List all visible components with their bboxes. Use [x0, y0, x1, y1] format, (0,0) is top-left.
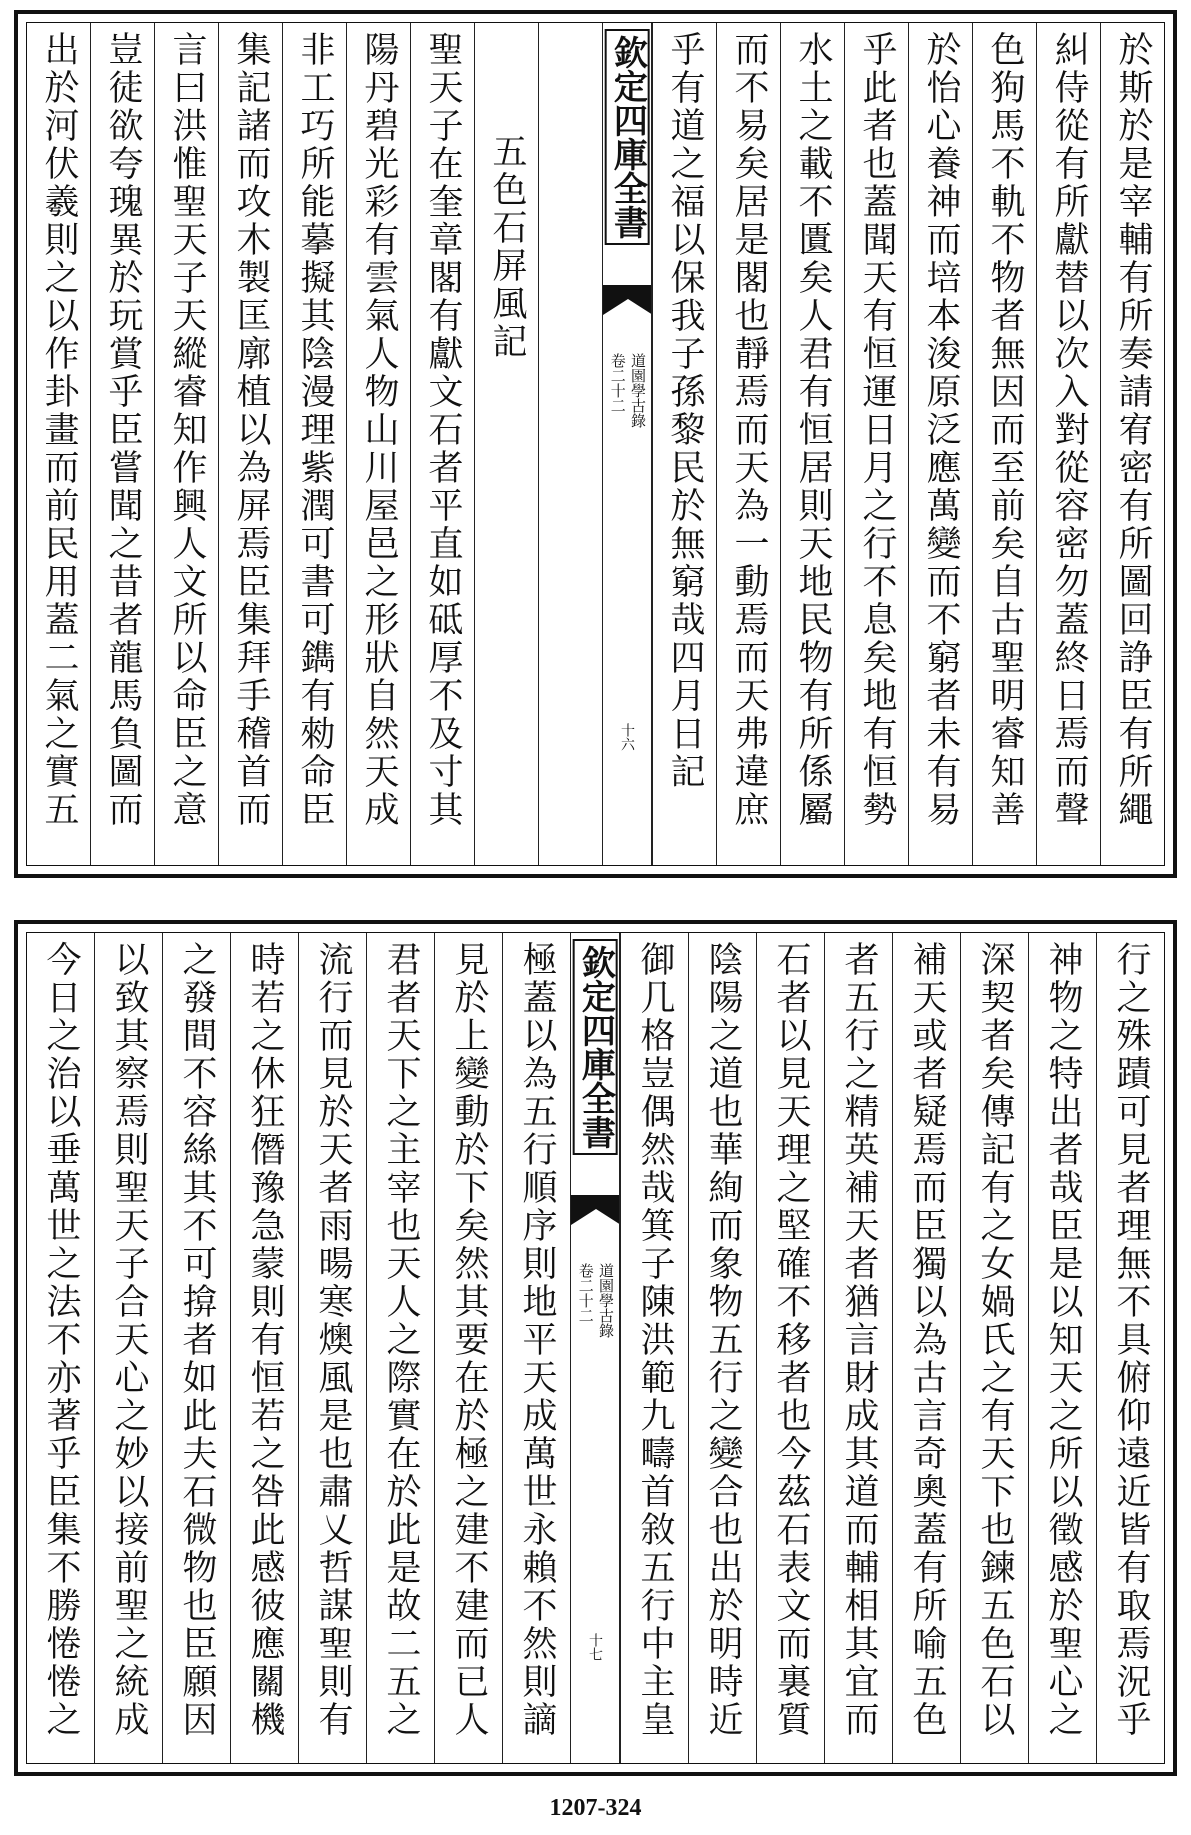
column-text: 時若之休狂僭豫急蒙則有恒若之咎此感彼應關機 [245, 941, 285, 1739]
column-text: 乎此者也蓋聞天有恒運日月之行不息矣地有恒勢 [857, 31, 897, 829]
text-column [282, 23, 346, 865]
book-title: 欽定四庫全書 [605, 29, 650, 245]
fishtail-mark-icon [603, 285, 652, 315]
column-text: 流行而見於天者雨暘寒燠風是也肅乂哲謀聖則有 [313, 941, 353, 1739]
volume-label: 卷二十二 [576, 1263, 595, 1323]
collection-title: 道園學古錄 [629, 353, 647, 428]
column-text: 集記諸而攻木製匡廓植以為屏焉臣集拜手稽首而 [231, 31, 271, 829]
column-text: 者五行之精英補天者猶言財成其道而輔相其宜而 [839, 941, 879, 1739]
text-column [960, 933, 1028, 1763]
column-text: 極蓋以為五行順序則地平天成萬世永賴不然則謫 [517, 941, 557, 1739]
text-column [502, 933, 570, 1763]
volume-label: 卷二十二 [608, 353, 627, 413]
text-column [230, 933, 298, 1763]
section-title: 五色石屏風記 [487, 133, 527, 361]
upper-page [14, 10, 1177, 878]
text-column [410, 23, 474, 865]
column-text: 於怡心養神而培本浚原泛應萬變而不窮者未有易 [921, 31, 961, 829]
column-text: 君者天下之主宰也天人之際實在於此是故二五之 [381, 941, 421, 1739]
text-column [688, 933, 756, 1763]
column-text: 非工巧所能摹擬其陰漫理紫潤可書可鐫有勑命臣 [295, 31, 335, 829]
column-text: 見於上變動於下矣然其要在於極之建不建而已人 [449, 941, 489, 1739]
text-column [756, 933, 824, 1763]
column-text: 於斯於是宰輔有所奏請宥密有所圖回諍臣有所繩 [1113, 31, 1153, 829]
column-text: 乎有道之福以保我子孫黎民於無窮哉四月日記 [665, 31, 705, 791]
text-column [1036, 23, 1100, 865]
text-column [162, 933, 230, 1763]
collection-title: 道園學古錄 [597, 1263, 615, 1338]
text-column [474, 23, 538, 865]
upper-page-frame [26, 22, 1165, 866]
text-column [620, 933, 688, 1763]
text-column [972, 23, 1036, 865]
text-column [844, 23, 908, 865]
column-text: 補天或者疑焉而臣獨以為古言奇奧蓋有所喻五色 [907, 941, 947, 1739]
text-column [346, 23, 410, 865]
text-column [27, 23, 90, 865]
text-column [1100, 23, 1164, 865]
column-text: 水土之載不匱矣人君有恒居則天地民物有所係屬 [793, 31, 833, 829]
column-text: 色狗馬不軌不物者無因而至前矣自古聖明睿知善 [985, 31, 1025, 829]
lower-page-frame [26, 932, 1165, 1764]
column-text: 石者以見天理之堅確不移者也今茲石表文而裏質 [771, 941, 811, 1739]
text-column [908, 23, 972, 865]
column-text: 糾侍從有所獻替以次入對從容密勿蓋終日焉而聲 [1049, 31, 1089, 829]
column-text: 深契者矣傳記有之女媧氏之有天下也鍊五色石以 [975, 941, 1015, 1739]
text-column [298, 933, 366, 1763]
column-text: 行之殊蹟可見者理無不具俯仰遠近皆有取焉況乎 [1111, 941, 1151, 1739]
column-text: 陰陽之道也華絢而象物五行之變合也出於明時近 [703, 941, 743, 1739]
column-text: 御几格豈偶然哉箕子陳洪範九疇首敘五行中主皇 [635, 941, 675, 1739]
text-column [538, 23, 602, 865]
text-column [716, 23, 780, 865]
column-text: 陽丹碧光彩有雲氣人物山川屋邑之形狀自然天成 [359, 31, 399, 829]
column-text: 出於河伏羲則之以作卦畫而前民用蓋二氣之實五 [39, 31, 79, 829]
fold-center-strip [570, 933, 620, 1763]
text-column [94, 933, 162, 1763]
column-text: 以致其察焉則聖天子合天心之妙以接前聖之統成 [109, 941, 149, 1739]
text-column [1096, 933, 1164, 1763]
text-column [154, 23, 218, 865]
leaf-number: 十七 [587, 1633, 603, 1661]
text-column [1028, 933, 1096, 1763]
text-column [780, 23, 844, 865]
text-column [824, 933, 892, 1763]
fishtail-mark-icon [571, 1195, 620, 1225]
fold-center-strip [602, 23, 652, 865]
text-column [892, 933, 960, 1763]
text-column [90, 23, 154, 865]
column-text: 言曰洪惟聖天子天縱睿知作興人文所以命臣之意 [167, 31, 207, 829]
column-text: 今日之治以垂萬世之法不亦著乎臣集不勝惓惓之 [41, 941, 81, 1739]
text-column [366, 933, 434, 1763]
text-column [434, 933, 502, 1763]
text-column [218, 23, 282, 865]
book-title: 欽定四庫全書 [573, 939, 618, 1155]
text-column [27, 933, 94, 1763]
column-text: 豈徒欲夸瑰異於玩賞乎臣嘗聞之昔者龍馬負圖而 [103, 31, 143, 829]
column-text: 之發間不容絲其不可揜者如此夫石微物也臣願因 [177, 941, 217, 1739]
text-column [652, 23, 716, 865]
page-code: 1207-324 [549, 1795, 642, 1821]
lower-page [14, 920, 1177, 1776]
column-text: 而不易矣居是閣也靜焉而天為一動焉而天弗違庶 [729, 31, 769, 829]
column-text: 神物之特出者哉臣是以知天之所以徵感於聖心之 [1043, 941, 1083, 1739]
column-text: 聖天子在奎章閣有獻文石者平直如砥厚不及寸其 [423, 31, 463, 829]
leaf-number: 十六 [619, 723, 635, 751]
